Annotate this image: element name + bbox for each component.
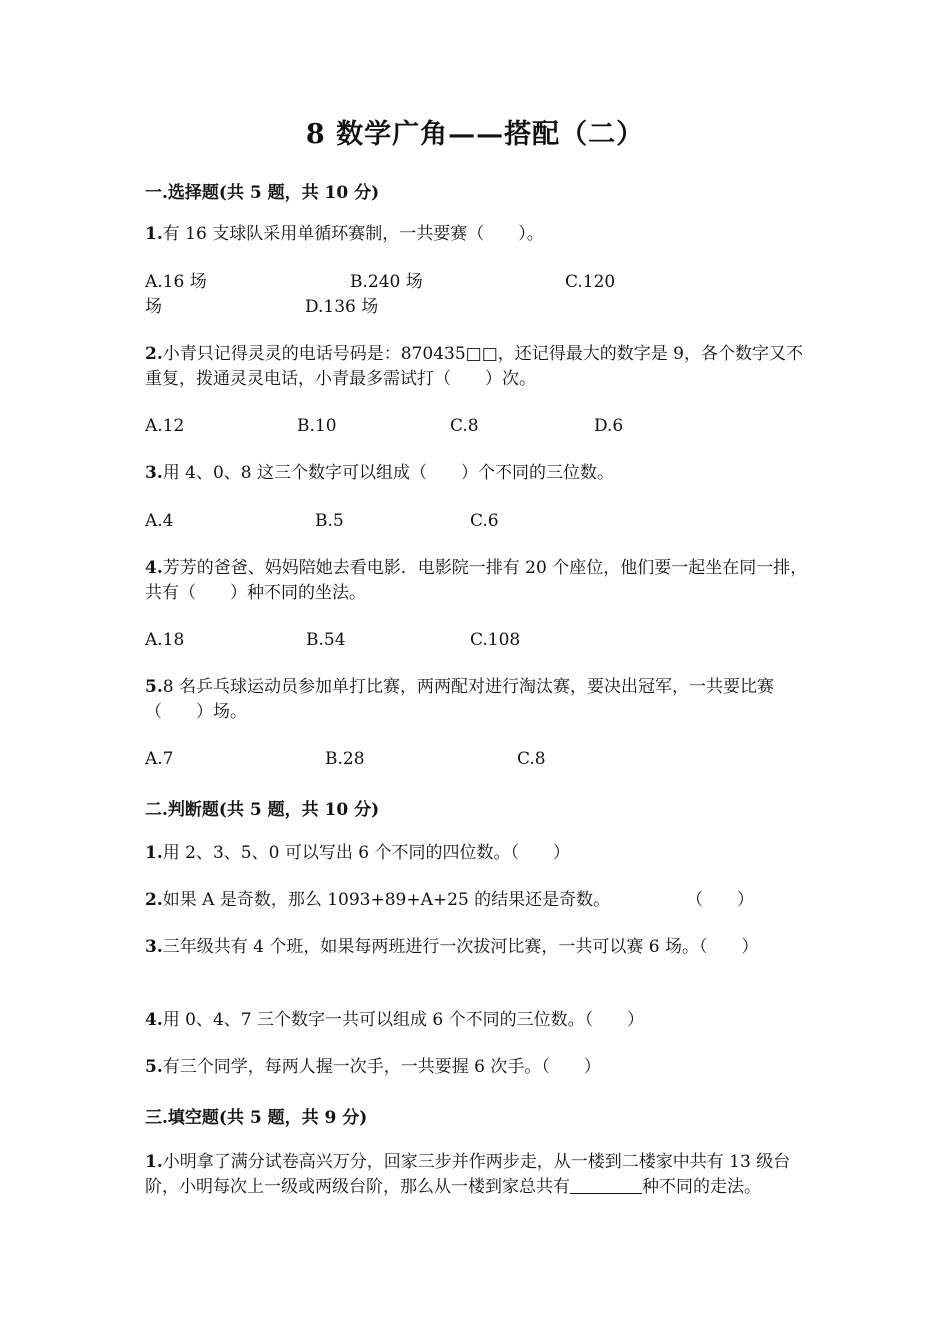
section-heading-choice: 一.选择题(共 5 题，共 10 分) — [145, 183, 380, 203]
question-number: 1. — [145, 843, 163, 863]
option-a: A.4 — [145, 511, 174, 531]
question-text: 用 0、4、7 三个数字一共可以组成 6 个不同的三位数。（ ） — [162, 1010, 645, 1030]
option-b: B.240 场 — [350, 272, 423, 292]
option-d: D.6 — [594, 416, 624, 436]
judge-question-4 — [145, 1008, 810, 1033]
question-text-end: 种不同的走法。 — [642, 1177, 761, 1197]
option-a: A.12 — [145, 416, 185, 436]
question-text: 8 名乒乓球运动员参加单打比赛，两两配对进行淘汰赛，要决出冠军，一共要比赛（ ）场。 — [145, 677, 774, 722]
fill-question-1 — [145, 1150, 810, 1200]
question-text: 有 16 支球队采用单循环赛制，一共要赛（ ）。 — [162, 224, 544, 244]
choice-question-1 — [145, 222, 810, 247]
option-c: C.6 — [470, 511, 499, 531]
question-number: 2. — [145, 890, 163, 910]
choice-question-2 — [145, 342, 810, 392]
choice-question-4 — [145, 556, 810, 606]
option-a: A.18 — [145, 630, 185, 650]
question-text: 用 2、3、5、0 可以写出 6 个不同的四位数。（ ） — [162, 843, 570, 863]
option-c-wrap: 场 — [145, 297, 162, 317]
question-number: 3. — [145, 463, 163, 483]
question-text: 如果 A 是奇数，那么 1093+89+A+25 的结果还是奇数。 — [162, 890, 611, 910]
question-text: 小明拿了满分试卷高兴万分，回家三步并作两步走，从一楼到二楼家中共有 13 级台阶，小明每次上一级或两级台阶，那么从一楼到家总共有 — [145, 1152, 791, 1197]
question-text: 芳芳的爸爸、妈妈陪她去看电影．电影院一排有 20 个座位，他们要一起坐在同一排，共有（ ）种不同的坐法。 — [145, 558, 808, 603]
section-heading-fill: 三.填空题(共 5 题，共 9 分) — [145, 1108, 368, 1128]
question-text: 小青只记得灵灵的电话号码是：870435□□，还记得最大的数字是 9，各个数字又不重复，拨通灵灵电话，小青最多需试打（ ）次。 — [145, 344, 803, 389]
question-number: 1. — [145, 1152, 163, 1172]
question-number: 5. — [145, 677, 163, 697]
question-number: 4. — [145, 558, 163, 578]
question-text: 用 4、0、8 这三个数字可以组成（ ）个不同的三位数。 — [162, 463, 615, 483]
question-number: 2. — [145, 344, 163, 364]
question-number: 5. — [145, 1057, 163, 1077]
option-a: A.7 — [145, 749, 174, 769]
question-number: 4. — [145, 1010, 163, 1030]
option-d: D.136 场 — [305, 297, 379, 317]
question-number: 3. — [145, 937, 163, 957]
answer-blank[interactable] — [570, 1175, 642, 1194]
option-c: C.8 — [517, 749, 546, 769]
option-b: B.28 — [325, 749, 365, 769]
judge-question-1 — [145, 841, 810, 866]
question-text: 有三个同学，每两人握一次手，一共要握 6 次手。（ ） — [162, 1057, 601, 1077]
question-text: 三年级共有 4 个班，如果每两班进行一次拔河比赛，一共可以赛 6 场。（ ） — [162, 937, 759, 957]
option-c: C.108 — [470, 630, 521, 650]
judge-question-5 — [145, 1055, 810, 1080]
section-heading-judge: 二.判断题(共 5 题，共 10 分) — [145, 800, 380, 820]
judge-question-3 — [145, 935, 785, 960]
option-c: C.8 — [450, 416, 479, 436]
option-c: C.120 — [565, 272, 616, 292]
option-a: A.16 场 — [145, 272, 207, 292]
choice-question-5 — [145, 675, 810, 725]
choice-question-3 — [145, 461, 810, 486]
option-b: B.10 — [297, 416, 337, 436]
page-title: 8 数学广角——搭配（二） — [305, 119, 645, 150]
answer-paren: （ ） — [686, 890, 754, 910]
question-number: 1. — [145, 224, 163, 244]
option-b: B.54 — [306, 630, 346, 650]
option-b: B.5 — [315, 511, 344, 531]
